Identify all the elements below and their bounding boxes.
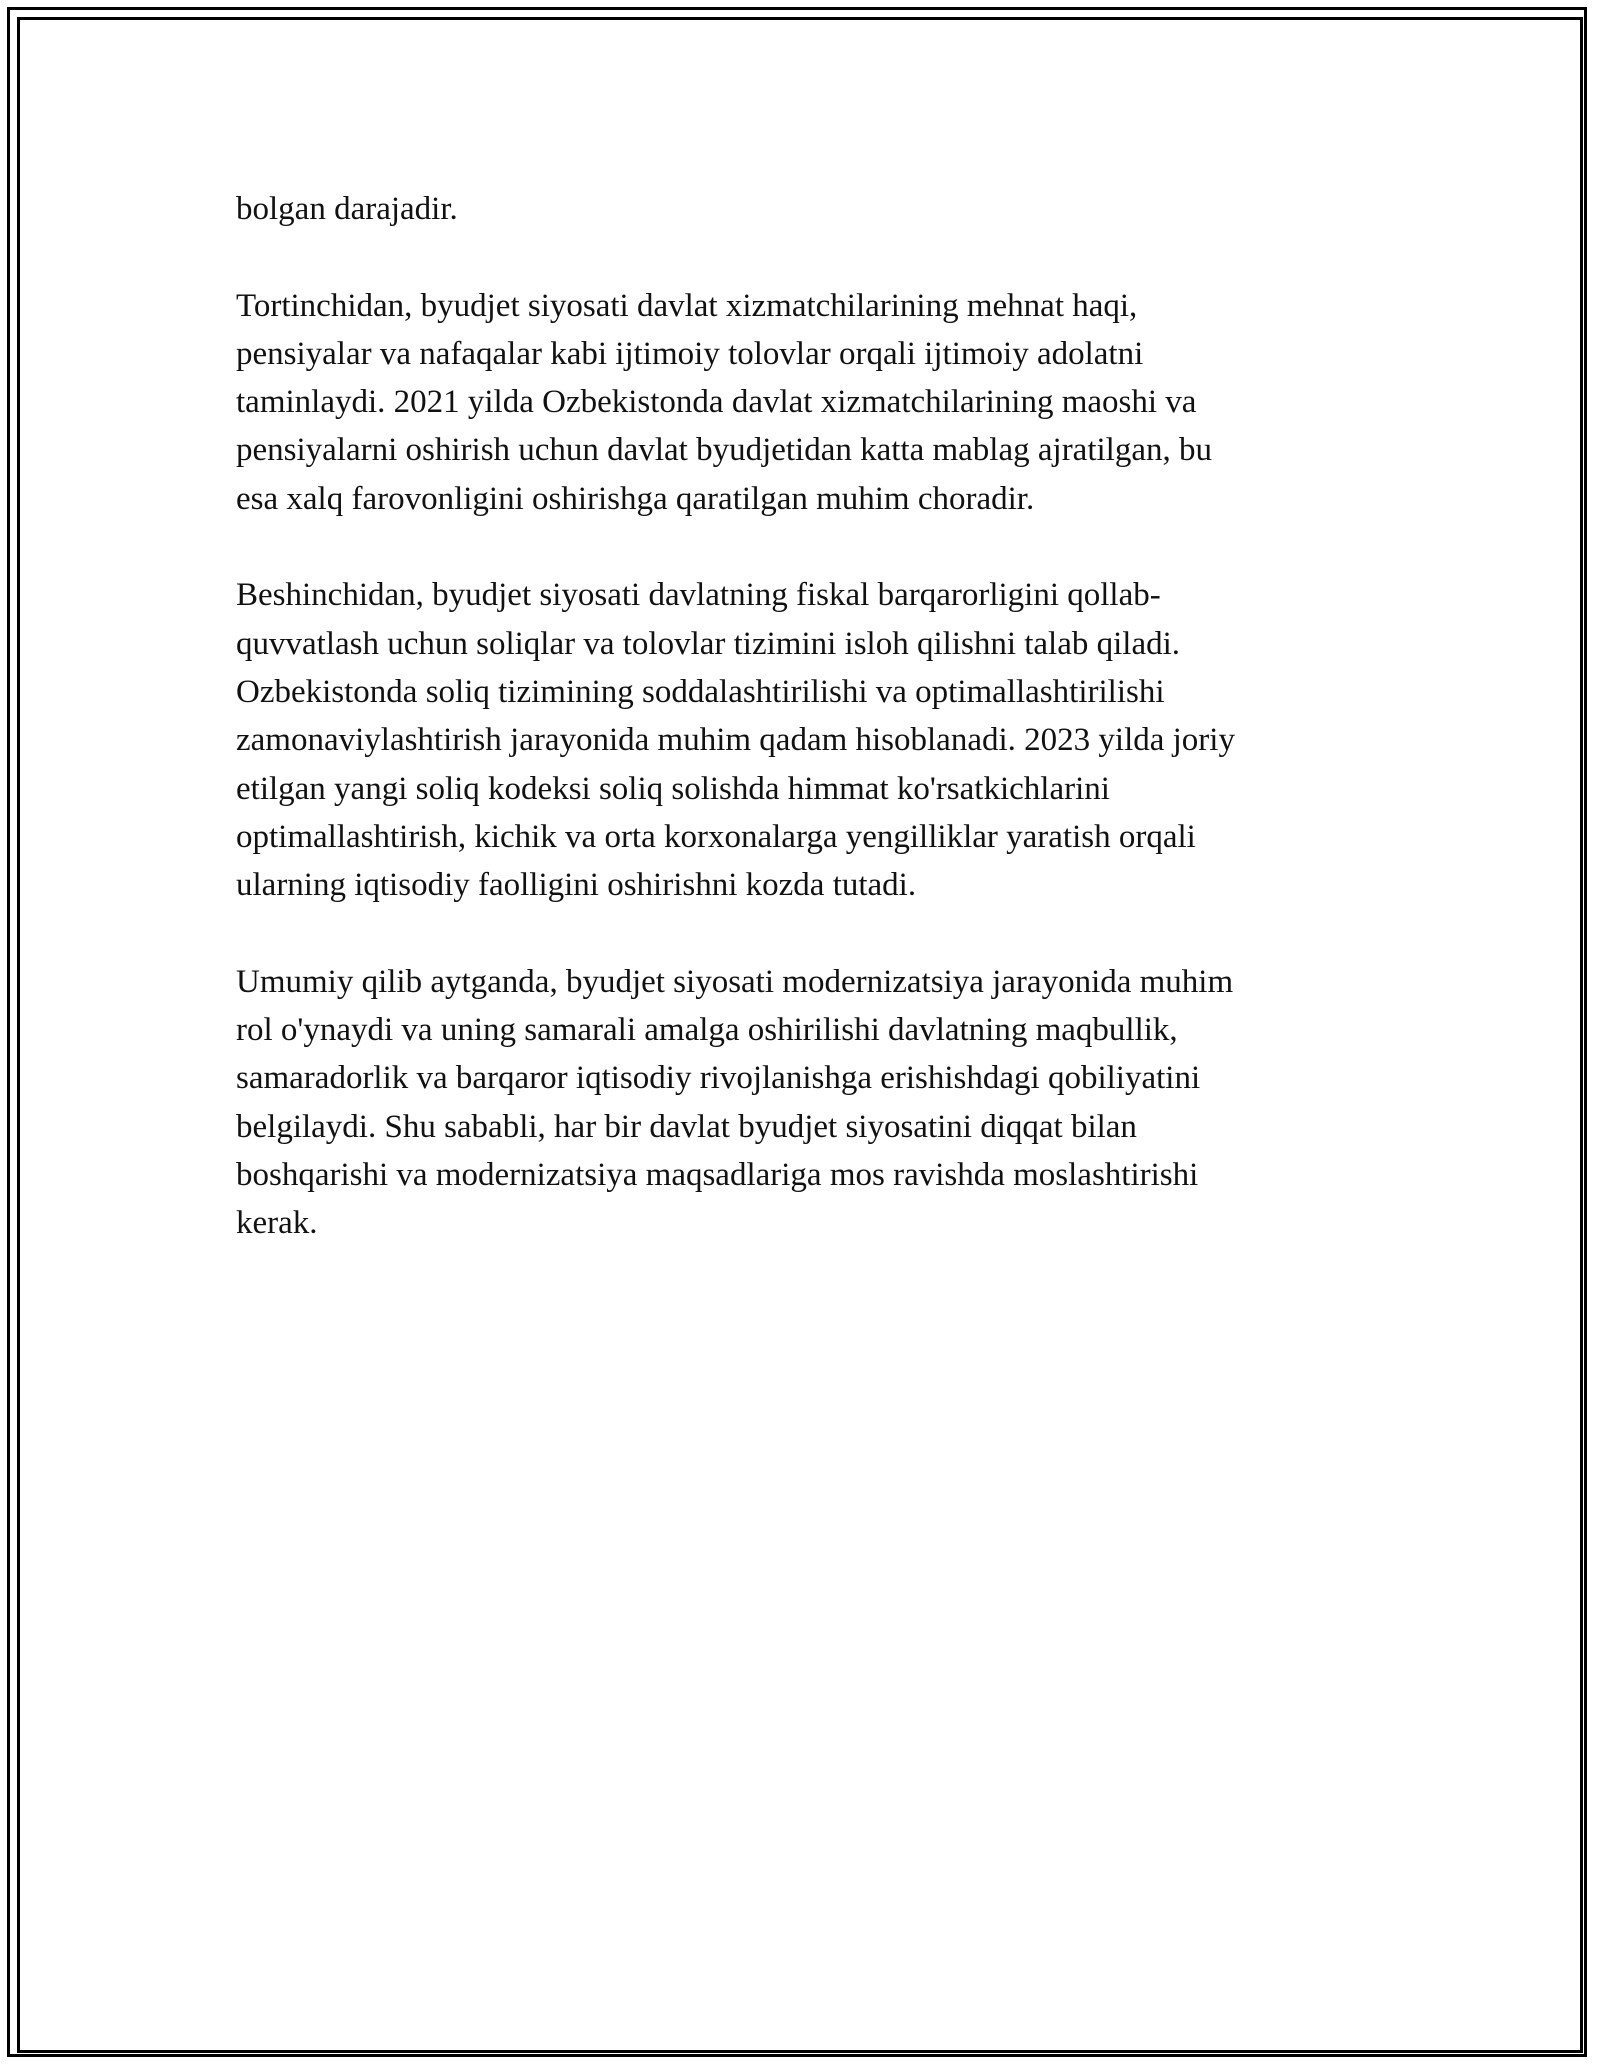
- document-body: [236, 185, 1366, 1296]
- paragraph-continuation: bolgan darajadir.: [236, 191, 458, 227]
- paragraph-fourth-point: Tortinchidan, byudjet siyosati davlat xizmatchilarining mehnat haqi, pensiyalar va nafaqalar kabi ijtimoiy tolovlar orqali ijtimoiy adolatni taminlaydi. 2021 yilda Ozbekistonda davlat xizmatchilarining maoshi va pensiyalarni oshirish uchun davlat byudjetidan katta mablag ajratilgan, bu esa xalq farovonligini oshirishga qaratilgan muhim choradir.: [236, 287, 1212, 517]
- paragraph-conclusion: Umumiy qilib aytganda, byudjet siyosati modernizatsiya jarayonida muhim rol o'ynaydi va uning samarali amalga oshirilishi davlatning maqbullik, samaradorlik va barqaror iqtisodiy rivojlanishga erishishdagi qobiliyatini belgilaydi. Shu sababli, har bir davlat byudjet siyosatini diqqat bilan boshqarishi va modernizatsiya maqsadlariga mos ravishda moslashtirishi kerak.: [236, 963, 1234, 1242]
- paragraph-fifth-point: Beshinchidan, byudjet siyosati davlatning fiskal barqarorligini qollab- quvvatlash uchun soliqlar va tolovlar tizimini isloh qilishni talab qiladi. Ozbekistonda soliq tizimining soddalashtirilishi va optimallashtirilishi zamonaviylashtirish jarayonida muhim qadam hisoblanadi. 2023 yilda joriy etilgan yangi soliq kodeksi soliq solishda himmat ko'rsatkichlarini optimallashtirish, kichik va orta korxonalarga yengilliklar yaratish orqali ularning iqtisodiy faolligini oshirishni kozda tutadi.: [236, 577, 1235, 904]
